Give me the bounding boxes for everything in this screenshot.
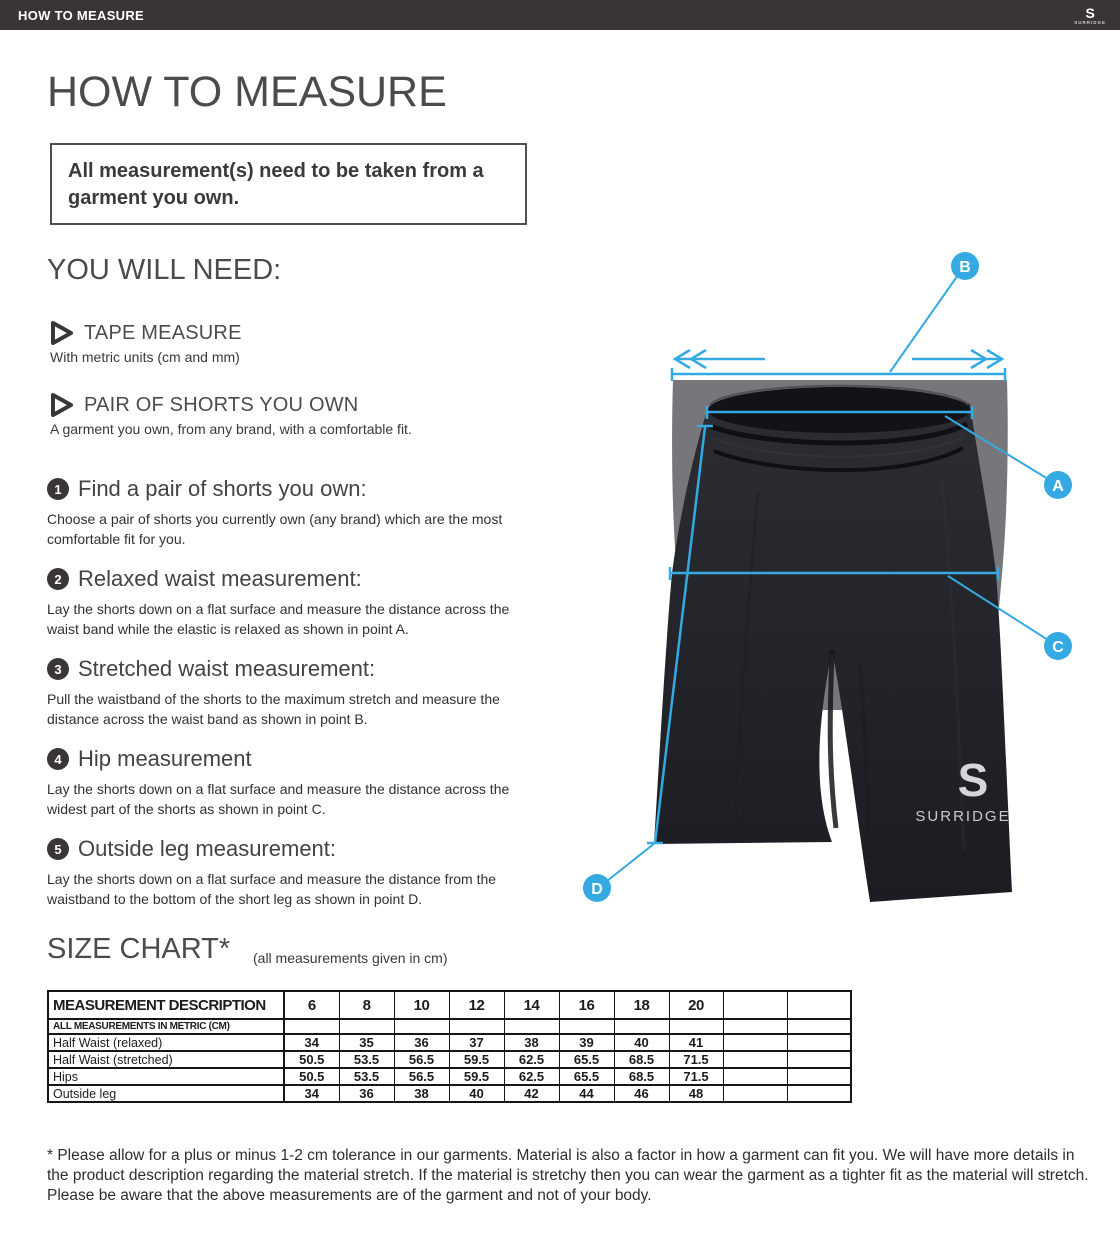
table-cell: 65.5 <box>559 1051 614 1068</box>
table-cell: 37 <box>449 1034 504 1051</box>
step-heading-row <box>47 566 531 592</box>
step-3 <box>47 656 531 729</box>
row-label: Outside leg <box>48 1085 284 1102</box>
table-cell: 40 <box>449 1085 504 1102</box>
table-cell <box>339 1019 394 1034</box>
row-label: Half Waist (relaxed) <box>48 1034 284 1051</box>
table-cell <box>787 1019 851 1034</box>
measure-line-b <box>672 275 1005 381</box>
table-cell <box>449 1019 504 1034</box>
step-4 <box>47 746 531 819</box>
table-cell: 38 <box>504 1034 559 1051</box>
column-header: 8 <box>339 991 394 1019</box>
table-cell: 62.5 <box>504 1068 559 1085</box>
table-cell: 36 <box>394 1034 449 1051</box>
table-cell: 53.5 <box>339 1051 394 1068</box>
column-header: 16 <box>559 991 614 1019</box>
table-cell: 50.5 <box>284 1051 339 1068</box>
column-header: 6 <box>284 991 339 1019</box>
table-cell: 38 <box>394 1085 449 1102</box>
step-number-badge: 3 <box>47 658 69 680</box>
table-cell: 65.5 <box>559 1068 614 1085</box>
step-title: Outside leg measurement: <box>78 836 337 861</box>
surridge-logo-text: SURRIDGE <box>1074 19 1106 25</box>
table-cell <box>723 1051 787 1068</box>
table-row <box>48 1068 851 1085</box>
table-cell <box>787 1068 851 1085</box>
need-item-label: PAIR OF SHORTS YOU OWN <box>84 393 359 416</box>
notice-text: All measurement(s) need to be taken from a garment you own. <box>68 160 484 209</box>
step-title: Relaxed waist measurement: <box>78 566 362 591</box>
table-cell: 53.5 <box>339 1068 394 1085</box>
column-header: 18 <box>614 991 669 1019</box>
table-cell: 35 <box>339 1034 394 1051</box>
point-label-d <box>583 874 611 902</box>
shorts-measurement-diagram <box>560 240 1120 940</box>
step-description: Lay the shorts down on a flat surface and measure the distance across the widest part of the shorts as shown in point C. <box>47 781 510 818</box>
need-item-label: TAPE MEASURE <box>84 321 242 344</box>
table-cell <box>614 1019 669 1034</box>
step-heading-row <box>47 656 531 682</box>
table-header-row <box>48 991 851 1019</box>
table-cell: 34 <box>284 1034 339 1051</box>
row-label: Half Waist (stretched) <box>48 1051 284 1068</box>
column-header <box>787 991 851 1019</box>
table-cell <box>723 1034 787 1051</box>
step-number-badge: 5 <box>47 838 69 860</box>
step-5 <box>47 836 531 909</box>
table-cell <box>284 1019 339 1034</box>
top-bar <box>0 0 1120 30</box>
step-heading-row <box>47 746 531 772</box>
table-cell <box>723 1068 787 1085</box>
step-description: Lay the shorts down on a flat surface and measure the distance across the waist band while the elastic is relaxed as shown in point A. <box>47 601 510 638</box>
svg-text:B: B <box>959 259 971 276</box>
svg-text:D: D <box>591 881 603 898</box>
page-title: HOW TO MEASURE <box>47 68 447 116</box>
step-2 <box>47 566 531 639</box>
table-cell: 48 <box>669 1085 723 1102</box>
tolerance-footnote: * Please allow for a plus or minus 1-2 cm tolerance in our garments. Material is also a factor in how a garment can fit you. We will have more details in the product description regarding the material stretch. If the material is stretchy then you can wear the garment as a tighter fit as the material will stretch. Please be aware that the above measurements are of the garment and not of your body. <box>47 1146 1089 1205</box>
need-item-shorts <box>50 392 490 437</box>
table-cell: 68.5 <box>614 1051 669 1068</box>
table-cell: 46 <box>614 1085 669 1102</box>
step-title: Hip measurement <box>78 746 252 771</box>
shorts-logo-text: SURRIDGE <box>915 808 1011 825</box>
table-cell: 40 <box>614 1034 669 1051</box>
need-item-tape-measure <box>50 320 490 365</box>
table-cell <box>723 1085 787 1102</box>
table-cell <box>504 1019 559 1034</box>
row-label: Hips <box>48 1068 284 1085</box>
table-cell: 68.5 <box>614 1068 669 1085</box>
step-title: Find a pair of shorts you own: <box>78 476 367 501</box>
column-header: 10 <box>394 991 449 1019</box>
column-header: 12 <box>449 991 504 1019</box>
table-cell: 62.5 <box>504 1051 559 1068</box>
size-chart-table <box>47 990 852 1103</box>
need-item-row <box>50 392 490 418</box>
table-cell: 71.5 <box>669 1051 723 1068</box>
surridge-s-icon: S <box>1085 4 1095 21</box>
step-title: Stretched waist measurement: <box>78 656 376 681</box>
need-item-description: A garment you own, from any brand, with a comfortable fit. <box>50 421 412 437</box>
svg-text:A: A <box>1052 478 1064 495</box>
step-heading-row <box>47 836 531 862</box>
top-bar-title: HOW TO MEASURE <box>18 7 145 23</box>
column-header: 20 <box>669 991 723 1019</box>
table-cell: 59.5 <box>449 1068 504 1085</box>
step-description: Pull the waistband of the shorts to the maximum stretch and measure the distance across the waist band as shown in point B. <box>47 691 500 728</box>
step-number-badge: 1 <box>47 478 69 500</box>
shorts-graphic <box>654 386 1012 902</box>
table-row <box>48 1034 851 1051</box>
svg-text:C: C <box>1052 639 1064 656</box>
shorts-logo-s-icon: S <box>957 754 989 806</box>
table-row <box>48 1085 851 1102</box>
column-header: MEASUREMENT DESCRIPTION <box>48 991 284 1019</box>
step-description: Lay the shorts down on a flat surface and measure the distance from the waistband to the bottom of the short leg as shown in point D. <box>47 871 497 908</box>
table-cell: 59.5 <box>449 1051 504 1068</box>
step-description: Choose a pair of shorts you currently own (any brand) which are the most comfortable fit for you. <box>47 511 503 548</box>
size-chart-subheading: (all measurements given in cm) <box>253 950 448 966</box>
table-cell: 41 <box>669 1034 723 1051</box>
table-cell <box>723 1019 787 1034</box>
column-header: 14 <box>504 991 559 1019</box>
point-label-c <box>1044 632 1072 660</box>
step-1 <box>47 476 531 549</box>
table-cell: 34 <box>284 1085 339 1102</box>
triangle-bullet-icon <box>50 320 74 346</box>
table-cell: 56.5 <box>394 1051 449 1068</box>
point-label-a <box>1044 471 1072 499</box>
you-will-need-heading: YOU WILL NEED: <box>47 254 282 286</box>
stretch-arrows-icon <box>675 350 1002 368</box>
table-cell: 42 <box>504 1085 559 1102</box>
table-cell <box>559 1019 614 1034</box>
need-item-description: With metric units (cm and mm) <box>50 349 240 365</box>
point-label-b <box>951 252 979 280</box>
table-cell: 71.5 <box>669 1068 723 1085</box>
column-header <box>723 991 787 1019</box>
surridge-logo <box>1074 6 1106 26</box>
table-cell: 36 <box>339 1085 394 1102</box>
triangle-bullet-icon <box>50 392 74 418</box>
table-cell <box>787 1051 851 1068</box>
table-row <box>48 1051 851 1068</box>
table-cell <box>787 1085 851 1102</box>
table-cell: 39 <box>559 1034 614 1051</box>
table-cell <box>787 1034 851 1051</box>
size-chart-heading: SIZE CHART* <box>47 933 231 965</box>
need-item-row <box>50 320 490 346</box>
step-number-badge: 2 <box>47 568 69 590</box>
table-cell <box>669 1019 723 1034</box>
step-number-badge: 4 <box>47 748 69 770</box>
table-note-row <box>48 1019 851 1034</box>
table-cell: 44 <box>559 1085 614 1102</box>
table-cell <box>394 1019 449 1034</box>
table-note-cell: ALL MEASUREMENTS IN METRIC (CM) <box>48 1019 284 1034</box>
notice-box <box>50 143 527 225</box>
table-cell: 56.5 <box>394 1068 449 1085</box>
step-heading-row <box>47 476 531 502</box>
table-cell: 50.5 <box>284 1068 339 1085</box>
